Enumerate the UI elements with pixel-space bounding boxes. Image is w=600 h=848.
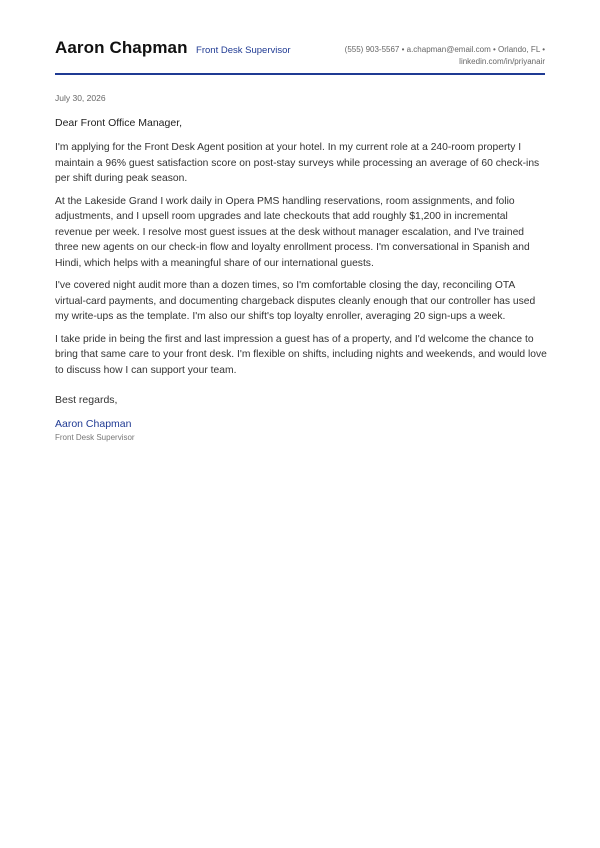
applicant-name: Aaron Chapman bbox=[55, 38, 188, 57]
name-block bbox=[55, 38, 291, 58]
contact-line-1: (555) 903-5567 • a.chapman@email.com • Orlando, FL • bbox=[344, 45, 545, 54]
contact-line-2: linkedin.com/in/priyanair bbox=[459, 57, 545, 66]
contact-info bbox=[315, 44, 545, 68]
closing: Best regards, bbox=[55, 394, 118, 406]
letter-body bbox=[55, 140, 547, 385]
body-paragraph-3: I've covered night audit more than a dozen times, so I'm comfortable closing the day, reconciling OTA virtual-card payments, and documenting chargeback disputes cleanly enough that our controller has used my write-ups as the template. I'm also our shift's top loyalty enroller, averaging 20 sign-ups a week. bbox=[55, 280, 536, 322]
applicant-title: Front Desk Supervisor bbox=[196, 45, 291, 56]
letter-header bbox=[55, 38, 545, 74]
salutation: Dear Front Office Manager, bbox=[55, 117, 183, 129]
body-paragraph-4: I take pride in being the first and last impression a guest has of a property, and I'd welcome the chance to bring that same care to your front desk. I'm flexible on shifts, including nights and weekends, and would love to discuss how I can support your team. bbox=[55, 333, 547, 376]
body-paragraph-2: At the Lakeside Grand I work daily in Opera PMS handling reservations, room assignments, and folio adjustments, and I upsell room upgrades and late checkouts that add roughly $1,200 in incremental revenue per week. I resolve most guest issues at the desk without manager escalation, and I've trained three new agents on our check-in flow and loyalty enrollment process. I'm conversational in Spanish and Hindi, which helps with a meaningful share of our international guests. bbox=[55, 195, 530, 269]
letter-date: July 30, 2026 bbox=[55, 93, 106, 103]
body-paragraph-1: I'm applying for the Front Desk Agent position at your hotel. In my current role at a 240-room property I maintain a 96% guest satisfaction score on post-stay surveys while processing an average of 60 check-ins per shift during peak season. bbox=[55, 142, 540, 184]
signature-name: Aaron Chapman bbox=[55, 418, 132, 430]
signature-title: Front Desk Supervisor bbox=[55, 433, 135, 442]
header-divider bbox=[55, 73, 545, 75]
